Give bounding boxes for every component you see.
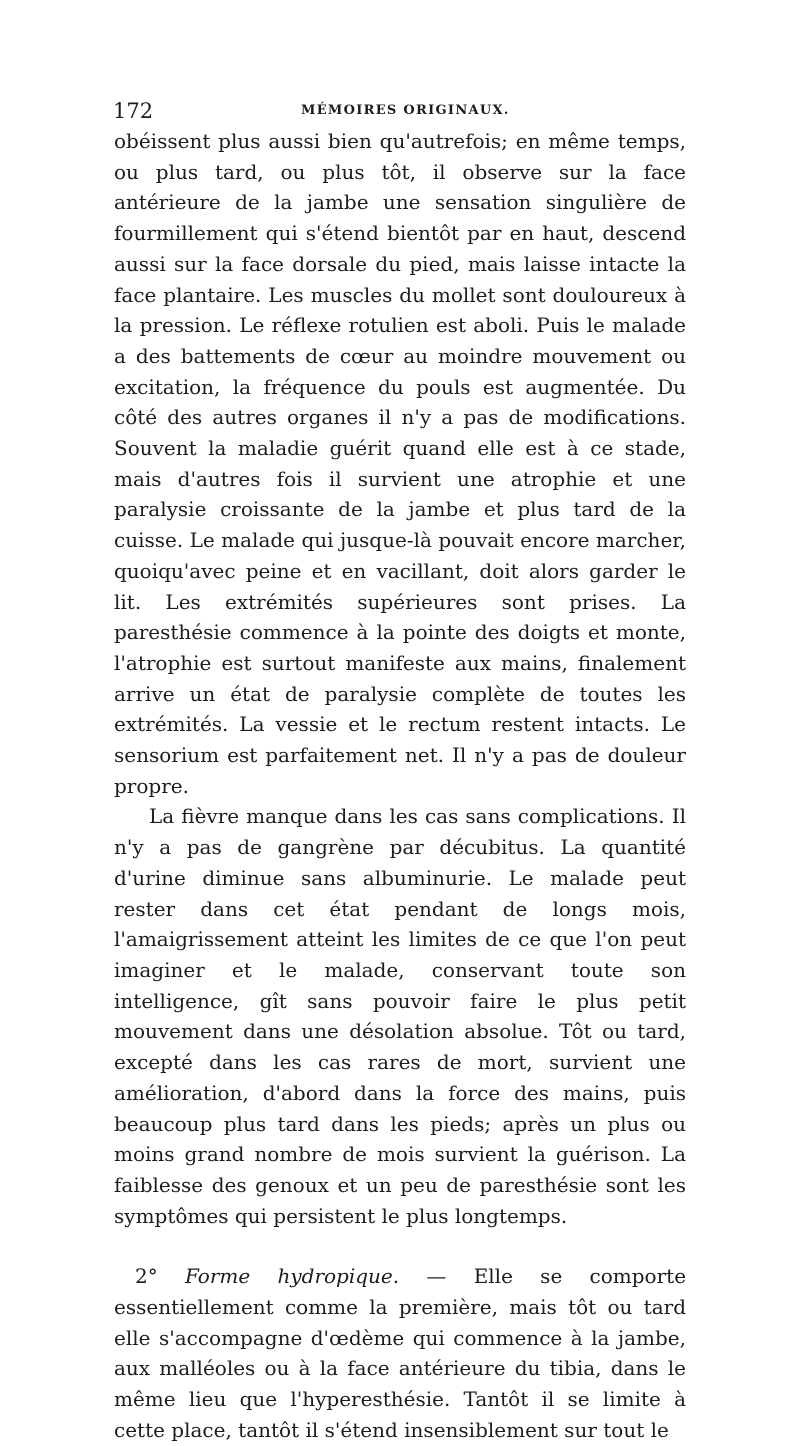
running-title: MÉMOIRES ORIGINAUX. xyxy=(301,103,510,118)
paragraph-3 xyxy=(114,1261,686,1445)
section-title: Forme hydropique. xyxy=(185,1264,400,1289)
page-number: 172 xyxy=(113,99,154,123)
paragraph-1: obéissent plus aussi bien qu'autrefois; en même temps, ou plus tard, ou plus tôt, il observe sur la face antérieure de la jambe une sensation singulière de fourmillement qui s'étend bientôt par en haut, descend aussi sur la face dorsale du pied, mais laisse intacte la face plantaire. Les muscles du mollet sont douloureux à la pression. Le réflexe rotulien est aboli. Puis le malade a des battements de cœur au moindre mouvement ou excitation, la fréquence du pouls est augmentée. Du côté des autres organes il n'y a pas de modifications. Souvent la maladie guérit quand elle est à ce stade, mais d'autres fois il survient une atrophie et une paralysie croissante de la jambe et plus tard de la cuisse. Le malade qui jusque-là pouvait encore marcher, quoiqu'avec peine et en vacillant, doit alors garder le lit. Les extrémités supérieures sont prises. La paresthésie commence à la pointe des doigts et monte, l'atrophie est surtout manifeste aux mains, finalement arrive un état de paralysie complète de toutes les extrémités. La vessie et le rectum restent intacts. Le sensorium est parfaitement net. Il n'y a pas de douleur propre. xyxy=(114,129,686,798)
page-header xyxy=(113,98,685,126)
body-text xyxy=(114,126,686,1446)
section-text: — Elle se comporte essentiellement comme la première, mais tôt ou tard elle s'accompagne d'œdème qui commence à la jambe, aux malléoles ou à la face antérieure du tibia, dans le même lieu que l'hyperesthésie. Tantôt il se limite à cette place, tantôt il s'étend insensiblement sur tout le xyxy=(114,1264,687,1442)
section-number: 2° xyxy=(135,1264,158,1289)
paragraph-2: La fièvre manque dans les cas sans complications. Il n'y a pas de gangrène par décubitus. La quantité d'urine diminue sans albuminurie. Le malade peut rester dans cet état pendant de longs mois, l'amaigrissement atteint les limites de ce que l'on peut imaginer et le malade, conservant toute son intelligence, gît sans pouvoir faire le plus petit mouvement dans une désolation absolue. Tôt ou tard, excepté dans les cas rares de mort, survient une amélioration, d'abord dans la force des mains, puis beaucoup plus tard dans les pieds; après un plus ou moins grand nombre de mois survient la guérison. La faiblesse des genoux et un peu de paresthésie sont les symptômes qui persistent le plus longtemps. xyxy=(114,804,686,1228)
